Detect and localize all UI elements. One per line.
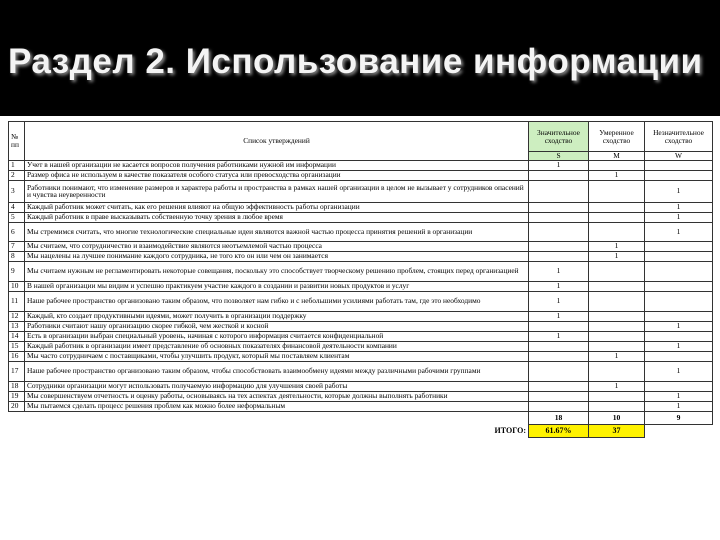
row-mark-moderate: 1 xyxy=(589,351,645,361)
total-label: ИТОГО: xyxy=(494,425,526,435)
row-number: 6 xyxy=(9,222,25,241)
row-number: 14 xyxy=(9,331,25,341)
header-moderate: Умеренное сходство xyxy=(589,122,645,152)
row-number: 7 xyxy=(9,241,25,251)
row-statement: В нашей организации мы видим и успешно практикуем участие каждого в создании и развитии новых продуктов и услуг xyxy=(25,281,529,291)
row-number: 9 xyxy=(9,261,25,281)
row-statement: Учет в нашей организации не касается вопросов получения работниками нужной им информации xyxy=(25,160,529,170)
total-score: 37 xyxy=(589,424,645,437)
row-statement: Каждый, кто создает продуктивными идеями, может получить в организации поддержку xyxy=(25,311,529,321)
page-title: Раздел 2. Использование информации xyxy=(8,42,703,81)
row-mark-insignificant xyxy=(645,281,713,291)
row-mark-moderate xyxy=(589,391,645,401)
table-row xyxy=(9,401,713,411)
row-mark-significant xyxy=(529,381,589,391)
row-number: 1 xyxy=(9,160,25,170)
row-mark-significant: 1 xyxy=(529,281,589,291)
row-number: 8 xyxy=(9,251,25,261)
row-mark-insignificant: 1 xyxy=(645,341,713,351)
row-number: 2 xyxy=(9,170,25,180)
header-significant: Значительное сходство xyxy=(529,122,589,152)
row-mark-insignificant: 1 xyxy=(645,222,713,241)
table-row xyxy=(9,341,713,351)
row-mark-moderate: 1 xyxy=(589,381,645,391)
row-number: 20 xyxy=(9,401,25,411)
row-mark-significant: 1 xyxy=(529,160,589,170)
row-statement: Работники понимают, что изменение размеров и характера работы и пространства в рамках нашей организации в целом не вызывает у сотрудников опасений и чувства неуверенности xyxy=(25,180,529,202)
row-number: 5 xyxy=(9,212,25,222)
row-mark-moderate xyxy=(589,160,645,170)
row-mark-insignificant xyxy=(645,170,713,180)
row-number: 15 xyxy=(9,341,25,351)
table-row xyxy=(9,180,713,202)
row-mark-insignificant: 1 xyxy=(645,202,713,212)
row-mark-significant xyxy=(529,212,589,222)
row-mark-moderate: 1 xyxy=(589,170,645,180)
table-row xyxy=(9,281,713,291)
row-mark-insignificant xyxy=(645,160,713,170)
row-mark-significant: 1 xyxy=(529,291,589,311)
table-row xyxy=(9,212,713,222)
row-mark-insignificant: 1 xyxy=(645,401,713,411)
row-number: 17 xyxy=(9,361,25,381)
row-mark-moderate xyxy=(589,401,645,411)
table-row xyxy=(9,160,713,170)
row-mark-moderate xyxy=(589,321,645,331)
row-mark-insignificant xyxy=(645,381,713,391)
row-mark-moderate xyxy=(589,261,645,281)
row-mark-insignificant: 1 xyxy=(645,391,713,401)
row-number: 11 xyxy=(9,291,25,311)
row-mark-moderate xyxy=(589,212,645,222)
sum-significant: 18 xyxy=(529,411,589,424)
table-row xyxy=(9,361,713,381)
row-mark-insignificant: 1 xyxy=(645,321,713,331)
table-row xyxy=(9,222,713,241)
row-statement: Размер офиса не используем в качестве показателя особого статуса или превосходства организации xyxy=(25,170,529,180)
row-number: 3 xyxy=(9,180,25,202)
row-mark-significant xyxy=(529,391,589,401)
row-mark-significant xyxy=(529,351,589,361)
row-statement: Наше рабочее пространство организовано таким образом, чтобы способствовать взаимообмену идеями между различными рабочими группами xyxy=(25,361,529,381)
row-mark-significant xyxy=(529,180,589,202)
row-number: 12 xyxy=(9,311,25,321)
row-mark-moderate xyxy=(589,361,645,381)
row-number: 10 xyxy=(9,281,25,291)
row-number: 16 xyxy=(9,351,25,361)
row-mark-moderate xyxy=(589,180,645,202)
row-mark-moderate: 1 xyxy=(589,241,645,251)
table-row xyxy=(9,331,713,341)
row-mark-significant xyxy=(529,202,589,212)
row-mark-significant xyxy=(529,341,589,351)
row-mark-significant: 1 xyxy=(529,331,589,341)
table-row xyxy=(9,351,713,361)
row-mark-insignificant xyxy=(645,291,713,311)
row-mark-significant: 1 xyxy=(529,311,589,321)
table-row xyxy=(9,381,713,391)
row-number: 4 xyxy=(9,202,25,212)
header-num: № пп xyxy=(9,122,25,161)
table-row xyxy=(9,291,713,311)
header-statement: Список утверждений xyxy=(25,122,529,161)
row-statement: Есть в организации выбран специальный уровень, начиная с которого информация считается конфиденциальной xyxy=(25,331,529,341)
row-number: 19 xyxy=(9,391,25,401)
table-row xyxy=(9,321,713,331)
row-statement: Сотрудники организации могут использовать получаемую информацию для улучшения своей работы xyxy=(25,381,529,391)
row-mark-moderate: 1 xyxy=(589,251,645,261)
row-mark-moderate xyxy=(589,331,645,341)
row-mark-insignificant: 1 xyxy=(645,180,713,202)
header-code-s: S xyxy=(529,152,589,161)
total-percent: 61.67% xyxy=(529,424,589,437)
row-statement: Мы считаем нужным не регламентировать некоторые совещания, поскольку это способствует творческому решению проблем, стоящих перед организацией xyxy=(25,261,529,281)
row-statement: Мы стремимся считать, что многие технологические специальные идеи являются важной частью процесса принятия решений в организации xyxy=(25,222,529,241)
table-row xyxy=(9,311,713,321)
row-mark-significant xyxy=(529,401,589,411)
row-mark-moderate xyxy=(589,202,645,212)
row-mark-significant xyxy=(529,321,589,331)
sum-insignificant: 9 xyxy=(645,411,713,424)
table-row xyxy=(9,241,713,251)
row-statement: Мы нацелены на лучшее понимание каждого сотрудника, не того кто он или чем он занимается xyxy=(25,251,529,261)
row-mark-insignificant xyxy=(645,351,713,361)
survey-table xyxy=(8,121,713,438)
row-mark-insignificant: 1 xyxy=(645,212,713,222)
row-mark-insignificant xyxy=(645,261,713,281)
row-mark-insignificant xyxy=(645,331,713,341)
row-mark-significant xyxy=(529,251,589,261)
row-mark-insignificant xyxy=(645,251,713,261)
row-statement: Мы считаем, что сотрудничество и взаимодействие являются неотъемлемой частью процесса xyxy=(25,241,529,251)
table-row xyxy=(9,261,713,281)
table-row xyxy=(9,251,713,261)
row-mark-insignificant: 1 xyxy=(645,361,713,381)
row-mark-moderate xyxy=(589,311,645,321)
document-area xyxy=(0,116,720,540)
row-mark-significant xyxy=(529,222,589,241)
row-statement: Каждый работник в праве высказывать собственную точку зрения в любое время xyxy=(25,212,529,222)
header-code-m: M xyxy=(589,152,645,161)
row-statement: Работники считают нашу организацию скорее гибкой, чем жесткой и косной xyxy=(25,321,529,331)
row-mark-significant: 1 xyxy=(529,261,589,281)
row-statement: Наше рабочее пространство организовано таким образом, что позволяет нам гибко и с небольшими усилиями работать там, где это необходимо xyxy=(25,291,529,311)
row-mark-moderate xyxy=(589,341,645,351)
row-statement: Каждый работник может считать, как его решения влияют на общую эффективность работы организации xyxy=(25,202,529,212)
row-statement: Мы совершенствуем отчетность и оценку работы, основываясь на тех аспектах деятельности, которые должны выполнять работники xyxy=(25,391,529,401)
table-row xyxy=(9,391,713,401)
title-banner xyxy=(0,0,720,116)
row-mark-moderate xyxy=(589,291,645,311)
row-number: 13 xyxy=(9,321,25,331)
table-row xyxy=(9,202,713,212)
row-mark-moderate xyxy=(589,222,645,241)
row-mark-significant xyxy=(529,361,589,381)
row-mark-insignificant xyxy=(645,241,713,251)
row-statement: Мы пытаемся сделать процесс решения проблем как можно более неформальным xyxy=(25,401,529,411)
row-statement: Мы часто сотрудничаем с поставщиками, чтобы улучшить продукт, который мы поставляем клиентам xyxy=(25,351,529,361)
sum-moderate: 10 xyxy=(589,411,645,424)
header-code-w: W xyxy=(645,152,713,161)
row-number: 18 xyxy=(9,381,25,391)
row-statement: Каждый работник в организации имеет представление об основных показателях финансовой деятельности компании xyxy=(25,341,529,351)
header-insignificant: Незначительное сходство xyxy=(645,122,713,152)
row-mark-moderate xyxy=(589,281,645,291)
table-row xyxy=(9,170,713,180)
row-mark-insignificant xyxy=(645,311,713,321)
row-mark-significant xyxy=(529,241,589,251)
row-mark-significant xyxy=(529,170,589,180)
